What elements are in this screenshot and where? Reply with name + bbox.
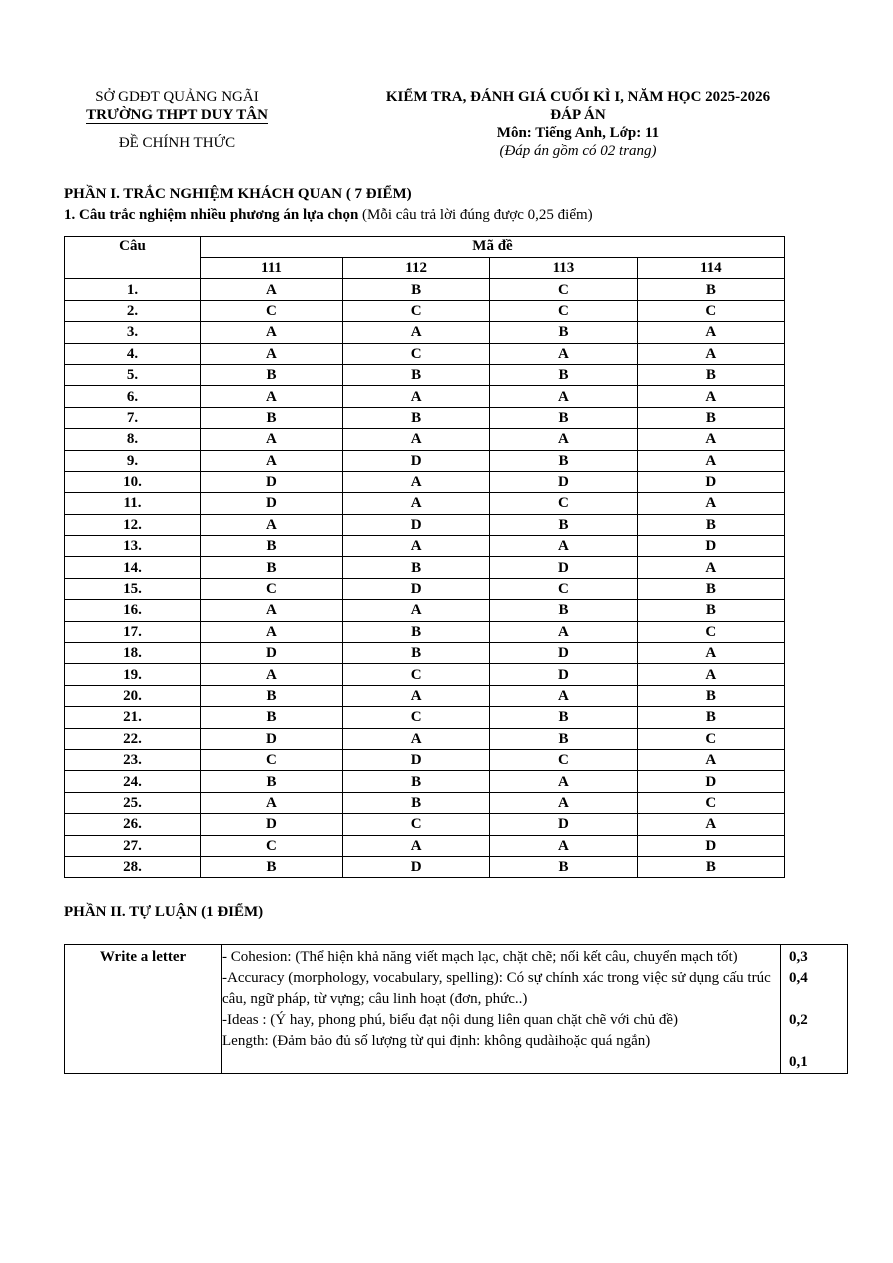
answer-cell: A bbox=[637, 643, 784, 664]
answer-cell: D bbox=[201, 493, 343, 514]
question-number: 23. bbox=[65, 749, 201, 770]
answer-cell: A bbox=[637, 343, 784, 364]
answer-cell: B bbox=[201, 707, 343, 728]
answer-cell: A bbox=[201, 664, 343, 685]
subtitle-bold: 1. Câu trắc nghiệm nhiều phương án lựa chọn bbox=[64, 207, 359, 223]
question-number: 22. bbox=[65, 728, 201, 749]
answer-cell: D bbox=[342, 514, 489, 535]
table-row bbox=[65, 493, 785, 514]
school-name: TRƯỜNG THPT DUY TÂN bbox=[86, 107, 268, 123]
answer-cell: C bbox=[342, 707, 489, 728]
table-row bbox=[65, 322, 785, 343]
answer-cell: A bbox=[342, 471, 489, 492]
question-number: 5. bbox=[65, 364, 201, 385]
question-number: 18. bbox=[65, 643, 201, 664]
code-111: 111 bbox=[201, 258, 343, 279]
answer-cell: A bbox=[490, 386, 637, 407]
answer-cell: D bbox=[342, 856, 489, 877]
table-row bbox=[65, 856, 785, 877]
answer-cell: B bbox=[637, 578, 784, 599]
question-number: 11. bbox=[65, 493, 201, 514]
answer-cell: B bbox=[490, 600, 637, 621]
table-row bbox=[65, 707, 785, 728]
question-number: 3. bbox=[65, 322, 201, 343]
answer-cell: D bbox=[490, 643, 637, 664]
answer-cell: A bbox=[490, 536, 637, 557]
question-number: 9. bbox=[65, 450, 201, 471]
answer-cell: A bbox=[201, 600, 343, 621]
answer-cell: D bbox=[201, 471, 343, 492]
answer-cell: B bbox=[201, 856, 343, 877]
points-ideas: 0,2 bbox=[789, 1012, 808, 1028]
question-number: 16. bbox=[65, 600, 201, 621]
answer-cell: B bbox=[342, 279, 489, 300]
table-row bbox=[65, 621, 785, 642]
answer-cell: A bbox=[637, 664, 784, 685]
answer-cell: A bbox=[490, 771, 637, 792]
answer-cell: A bbox=[490, 685, 637, 706]
table-row bbox=[65, 386, 785, 407]
answer-cell: A bbox=[637, 386, 784, 407]
answer-cell: B bbox=[342, 792, 489, 813]
answer-cell: A bbox=[490, 792, 637, 813]
question-number: 17. bbox=[65, 621, 201, 642]
answer-cell: A bbox=[637, 493, 784, 514]
answer-cell: D bbox=[201, 643, 343, 664]
answer-cell: C bbox=[637, 792, 784, 813]
table-row bbox=[65, 364, 785, 385]
answer-cell: A bbox=[342, 322, 489, 343]
answer-cell: A bbox=[342, 536, 489, 557]
answer-cell: D bbox=[637, 536, 784, 557]
answer-cell: A bbox=[342, 835, 489, 856]
question-number: 1. bbox=[65, 279, 201, 300]
answer-cell: C bbox=[490, 493, 637, 514]
answer-cell: A bbox=[342, 429, 489, 450]
answer-cell: B bbox=[490, 707, 637, 728]
table-row bbox=[65, 600, 785, 621]
question-number: 27. bbox=[65, 835, 201, 856]
question-number: 14. bbox=[65, 557, 201, 578]
header-right bbox=[330, 88, 826, 160]
table-row bbox=[65, 300, 785, 321]
answer-cell: D bbox=[342, 450, 489, 471]
answer-cell: D bbox=[490, 471, 637, 492]
answer-cell: D bbox=[490, 664, 637, 685]
answer-cell: C bbox=[201, 749, 343, 770]
table-row bbox=[65, 749, 785, 770]
answer-cell: B bbox=[637, 279, 784, 300]
header-left bbox=[62, 88, 292, 152]
answer-cell: A bbox=[201, 792, 343, 813]
answer-cell: B bbox=[201, 407, 343, 428]
answer-cell: B bbox=[201, 685, 343, 706]
answer-cell: A bbox=[201, 514, 343, 535]
essay-rubric-table bbox=[64, 944, 848, 1074]
answer-cell: A bbox=[201, 386, 343, 407]
table-header-row bbox=[65, 237, 785, 258]
answer-cell: B bbox=[342, 407, 489, 428]
answer-cell: A bbox=[637, 322, 784, 343]
answer-cell: A bbox=[490, 835, 637, 856]
subject-line: Môn: Tiếng Anh, Lớp: 11 bbox=[496, 125, 660, 141]
answer-cell: B bbox=[342, 643, 489, 664]
question-number: 25. bbox=[65, 792, 201, 813]
question-number: 26. bbox=[65, 814, 201, 835]
answer-cell: D bbox=[342, 749, 489, 770]
answer-cell: B bbox=[490, 728, 637, 749]
answer-cell: C bbox=[637, 728, 784, 749]
table-row bbox=[65, 578, 785, 599]
answer-cell: C bbox=[342, 300, 489, 321]
answer-key-label: ĐÁP ÁN bbox=[550, 107, 606, 123]
answer-cell: A bbox=[201, 343, 343, 364]
answer-cell: A bbox=[637, 814, 784, 835]
answer-cell: A bbox=[342, 600, 489, 621]
official-label: ĐỀ CHÍNH THỨC bbox=[118, 135, 236, 151]
part1-title: PHẦN I. TRẮC NGHIỆM KHÁCH QUAN ( 7 ĐIỂM) bbox=[64, 186, 412, 202]
table-row bbox=[65, 557, 785, 578]
col-question-header: Câu bbox=[65, 237, 201, 279]
answer-cell: A bbox=[637, 450, 784, 471]
table-row bbox=[65, 536, 785, 557]
answer-cell: C bbox=[342, 343, 489, 364]
answer-cell: B bbox=[201, 771, 343, 792]
answer-cell: C bbox=[201, 578, 343, 599]
criterion-ideas: -Ideas : (Ý hay, phong phú, biểu đạt nội dung liên quan chặt chẽ với chủ đề) bbox=[222, 1012, 678, 1028]
subtitle-note: (Mỗi câu trả lời đúng được 0,25 điểm) bbox=[358, 207, 593, 223]
table-row bbox=[65, 728, 785, 749]
answer-cell: C bbox=[490, 300, 637, 321]
answer-cell: B bbox=[201, 364, 343, 385]
answer-cell: B bbox=[342, 771, 489, 792]
table-row bbox=[65, 643, 785, 664]
answer-cell: B bbox=[490, 364, 637, 385]
answer-cell: A bbox=[637, 429, 784, 450]
answer-cell: B bbox=[490, 514, 637, 535]
question-number: 28. bbox=[65, 856, 201, 877]
answer-cell: A bbox=[201, 450, 343, 471]
answer-cell: A bbox=[201, 621, 343, 642]
question-number: 13. bbox=[65, 536, 201, 557]
question-number: 8. bbox=[65, 429, 201, 450]
answer-cell: D bbox=[637, 835, 784, 856]
table-row bbox=[65, 771, 785, 792]
answer-cell: B bbox=[637, 407, 784, 428]
answer-cell: B bbox=[490, 856, 637, 877]
criterion-cohesion: - Cohesion: (Thể hiện khả năng viết mạch lạc, chặt chẽ; nối kết câu, chuyển mạch tốt) bbox=[222, 949, 738, 965]
table-row bbox=[65, 279, 785, 300]
table-row bbox=[65, 471, 785, 492]
question-number: 21. bbox=[65, 707, 201, 728]
table-row bbox=[65, 792, 785, 813]
answer-cell: B bbox=[490, 450, 637, 471]
answer-cell: A bbox=[490, 343, 637, 364]
table-row bbox=[65, 429, 785, 450]
table-row bbox=[65, 685, 785, 706]
table-row bbox=[65, 664, 785, 685]
points-length: 0,1 bbox=[789, 1054, 808, 1070]
question-number: 10. bbox=[65, 471, 201, 492]
task-label: Write a letter bbox=[65, 945, 222, 1074]
answer-cell: B bbox=[490, 407, 637, 428]
answer-cell: D bbox=[201, 728, 343, 749]
table-row bbox=[65, 343, 785, 364]
answer-cell: A bbox=[490, 429, 637, 450]
points-cohesion: 0,3 bbox=[789, 949, 808, 965]
exam-title: KIỂM TRA, ĐÁNH GIÁ CUỐI KÌ I, NĂM HỌC 2025-2026 bbox=[385, 89, 771, 105]
points-accuracy: 0,4 bbox=[789, 970, 808, 986]
answer-cell: D bbox=[637, 771, 784, 792]
answer-table bbox=[64, 236, 785, 878]
question-number: 7. bbox=[65, 407, 201, 428]
answer-cell: C bbox=[490, 578, 637, 599]
answer-cell: B bbox=[637, 364, 784, 385]
answer-cell: D bbox=[490, 557, 637, 578]
criteria-cell bbox=[222, 945, 781, 1074]
answer-cell: A bbox=[342, 493, 489, 514]
question-number: 20. bbox=[65, 685, 201, 706]
answer-cell: C bbox=[342, 664, 489, 685]
rubric-row bbox=[65, 945, 848, 1074]
answer-cell: B bbox=[201, 557, 343, 578]
table-row bbox=[65, 514, 785, 535]
criterion-accuracy: -Accuracy (morphology, vocabulary, spelling): Có sự chính xác trong việc sử dụng cấu trúc câu, ngữ pháp, từ vựng; câu linh hoạt (đơn, phức..) bbox=[222, 970, 771, 1007]
question-number: 2. bbox=[65, 300, 201, 321]
answer-cell: D bbox=[637, 471, 784, 492]
table-row bbox=[65, 814, 785, 835]
answer-cell: C bbox=[201, 300, 343, 321]
answer-cell: C bbox=[490, 279, 637, 300]
question-number: 15. bbox=[65, 578, 201, 599]
answer-cell: A bbox=[201, 322, 343, 343]
question-number: 12. bbox=[65, 514, 201, 535]
pages-note: (Đáp án gồm có 02 trang) bbox=[499, 143, 657, 159]
answer-cell: C bbox=[342, 814, 489, 835]
col-code-header: Mã đề bbox=[201, 237, 785, 258]
question-number: 4. bbox=[65, 343, 201, 364]
answer-cell: B bbox=[637, 856, 784, 877]
code-114: 114 bbox=[637, 258, 784, 279]
answer-cell: A bbox=[342, 685, 489, 706]
answer-cell: D bbox=[490, 814, 637, 835]
answer-cell: A bbox=[342, 728, 489, 749]
answer-cell: A bbox=[637, 749, 784, 770]
answer-cell: B bbox=[637, 514, 784, 535]
answer-cell: A bbox=[342, 386, 489, 407]
answer-cell: B bbox=[637, 685, 784, 706]
answer-cell: A bbox=[201, 279, 343, 300]
question-number: 6. bbox=[65, 386, 201, 407]
answer-cell: D bbox=[342, 578, 489, 599]
criterion-length: Length: (Đảm bảo đủ số lượng từ qui định: không qudàihoặc quá ngắn) bbox=[222, 1033, 651, 1049]
answer-cell: B bbox=[637, 707, 784, 728]
answer-cell: A bbox=[201, 429, 343, 450]
answer-cell: B bbox=[342, 557, 489, 578]
question-number: 19. bbox=[65, 664, 201, 685]
answer-cell: B bbox=[342, 621, 489, 642]
table-row bbox=[65, 450, 785, 471]
points-cell bbox=[781, 945, 848, 1074]
answer-cell: A bbox=[490, 621, 637, 642]
answer-cell: B bbox=[637, 600, 784, 621]
answer-cell: B bbox=[201, 536, 343, 557]
answer-cell: C bbox=[637, 300, 784, 321]
answer-cell: B bbox=[342, 364, 489, 385]
code-112: 112 bbox=[342, 258, 489, 279]
answer-cell: C bbox=[490, 749, 637, 770]
answer-cell: C bbox=[201, 835, 343, 856]
dept-name: SỞ GDĐT QUẢNG NGÃI bbox=[95, 89, 259, 105]
answer-cell: D bbox=[201, 814, 343, 835]
code-113: 113 bbox=[490, 258, 637, 279]
part2-title: PHẦN II. TỰ LUẬN (1 ĐIỂM) bbox=[64, 904, 264, 920]
table-row bbox=[65, 407, 785, 428]
answer-cell: B bbox=[490, 322, 637, 343]
question-number: 24. bbox=[65, 771, 201, 792]
part1-subtitle bbox=[64, 207, 593, 224]
answer-cell: C bbox=[637, 621, 784, 642]
table-row bbox=[65, 835, 785, 856]
answer-cell: A bbox=[637, 557, 784, 578]
